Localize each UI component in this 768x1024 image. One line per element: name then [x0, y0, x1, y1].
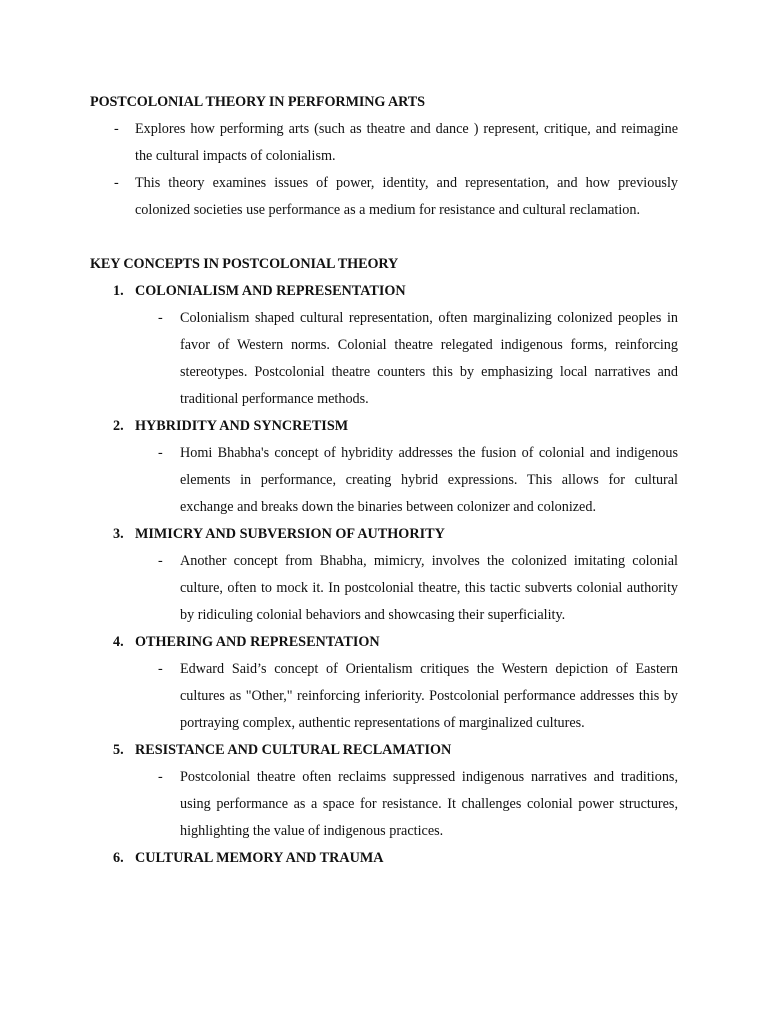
bullet-dash: -: [158, 445, 163, 461]
concept-item: [113, 521, 678, 629]
concept-item: [113, 737, 678, 845]
concept-number: 4.: [113, 634, 124, 650]
concept-bullet: [158, 440, 678, 521]
section-title: KEY CONCEPTS IN POSTCOLONIAL THEORY: [90, 256, 399, 272]
bullet-text: This theory examines issues of power, identity, and representation, and how previously colonized societies use performance as a medium for resistance and cultural reclamation.: [135, 175, 678, 218]
concept-title: RESISTANCE AND CULTURAL RECLAMATION: [135, 742, 452, 758]
concept-bullet: [158, 656, 678, 737]
bullet-text: Explores how performing arts (such as theatre and dance ) represent, critique, and reimagine the cultural impacts of colonialism.: [135, 121, 678, 164]
section-key-concepts: [90, 251, 678, 872]
concept-number: 2.: [113, 418, 124, 434]
bullet-text: Another concept from Bhabha, mimicry, involves the colonized imitating colonial culture, often to mock it. In postcolonial theatre, this tactic subverts colonial authority by ridiculing colonial behaviors and showcasing their superficiality.: [180, 553, 678, 623]
concept-item: [113, 845, 678, 872]
section-title: POSTCOLONIAL THEORY IN PERFORMING ARTS: [90, 94, 425, 110]
concept-number: 5.: [113, 742, 124, 758]
concept-heading: [113, 413, 678, 440]
concept-heading: [113, 737, 678, 764]
document-page: [90, 89, 678, 872]
concept-heading: [113, 278, 678, 305]
bullet-text: Homi Bhabha's concept of hybridity addresses the fusion of colonial and indigenous elements in performance, creating hybrid expressions. This allows for cultural exchange and breaks down the binaries between colonizer and colonized.: [180, 445, 678, 515]
concept-item: [113, 413, 678, 521]
bullet-dash: -: [158, 769, 163, 785]
concept-number: 1.: [113, 283, 124, 299]
concept-title: CULTURAL MEMORY AND TRAUMA: [135, 850, 384, 866]
intro-bullet: [114, 170, 678, 224]
concept-title: MIMICRY AND SUBVERSION OF AUTHORITY: [135, 526, 445, 542]
bullet-dash: -: [114, 175, 119, 191]
bullet-dash: -: [158, 553, 163, 569]
concept-number: 6.: [113, 850, 124, 866]
concept-item: [113, 629, 678, 737]
bullet-dash: -: [114, 121, 119, 137]
section-postcolonial-theory: [90, 89, 678, 224]
bullet-text: Colonialism shaped cultural representation, often marginalizing colonized peoples in favor of Western norms. Colonial theatre relegated indigenous forms, reinforcing stereotypes. Postcolonial theatre counters this by emphasizing local narratives and traditional performance methods.: [180, 310, 678, 407]
concept-heading: [113, 521, 678, 548]
concept-title: COLONIALISM AND REPRESENTATION: [135, 283, 406, 299]
concept-heading: [113, 629, 678, 656]
concept-bullet: [158, 764, 678, 845]
bullet-dash: -: [158, 661, 163, 677]
concept-bullet: [158, 305, 678, 413]
bullet-dash: -: [158, 310, 163, 326]
concept-item: [113, 278, 678, 413]
concept-title: HYBRIDITY AND SYNCRETISM: [135, 418, 349, 434]
concept-title: OTHERING AND REPRESENTATION: [135, 634, 380, 650]
concept-bullet: [158, 548, 678, 629]
concept-number: 3.: [113, 526, 124, 542]
concept-heading: [113, 845, 678, 872]
bullet-text: Edward Said’s concept of Orientalism critiques the Western depiction of Eastern cultures as "Other," reinforcing inferiority. Postcolonial performance addresses this by portraying complex, authentic representations of marginalized cultures.: [180, 661, 678, 731]
section-spacer: [90, 224, 678, 251]
bullet-text: Postcolonial theatre often reclaims suppressed indigenous narratives and traditions, using performance as a space for resistance. It challenges colonial power structures, highlighting the value of indigenous practices.: [180, 769, 678, 839]
intro-bullet: [114, 116, 678, 170]
